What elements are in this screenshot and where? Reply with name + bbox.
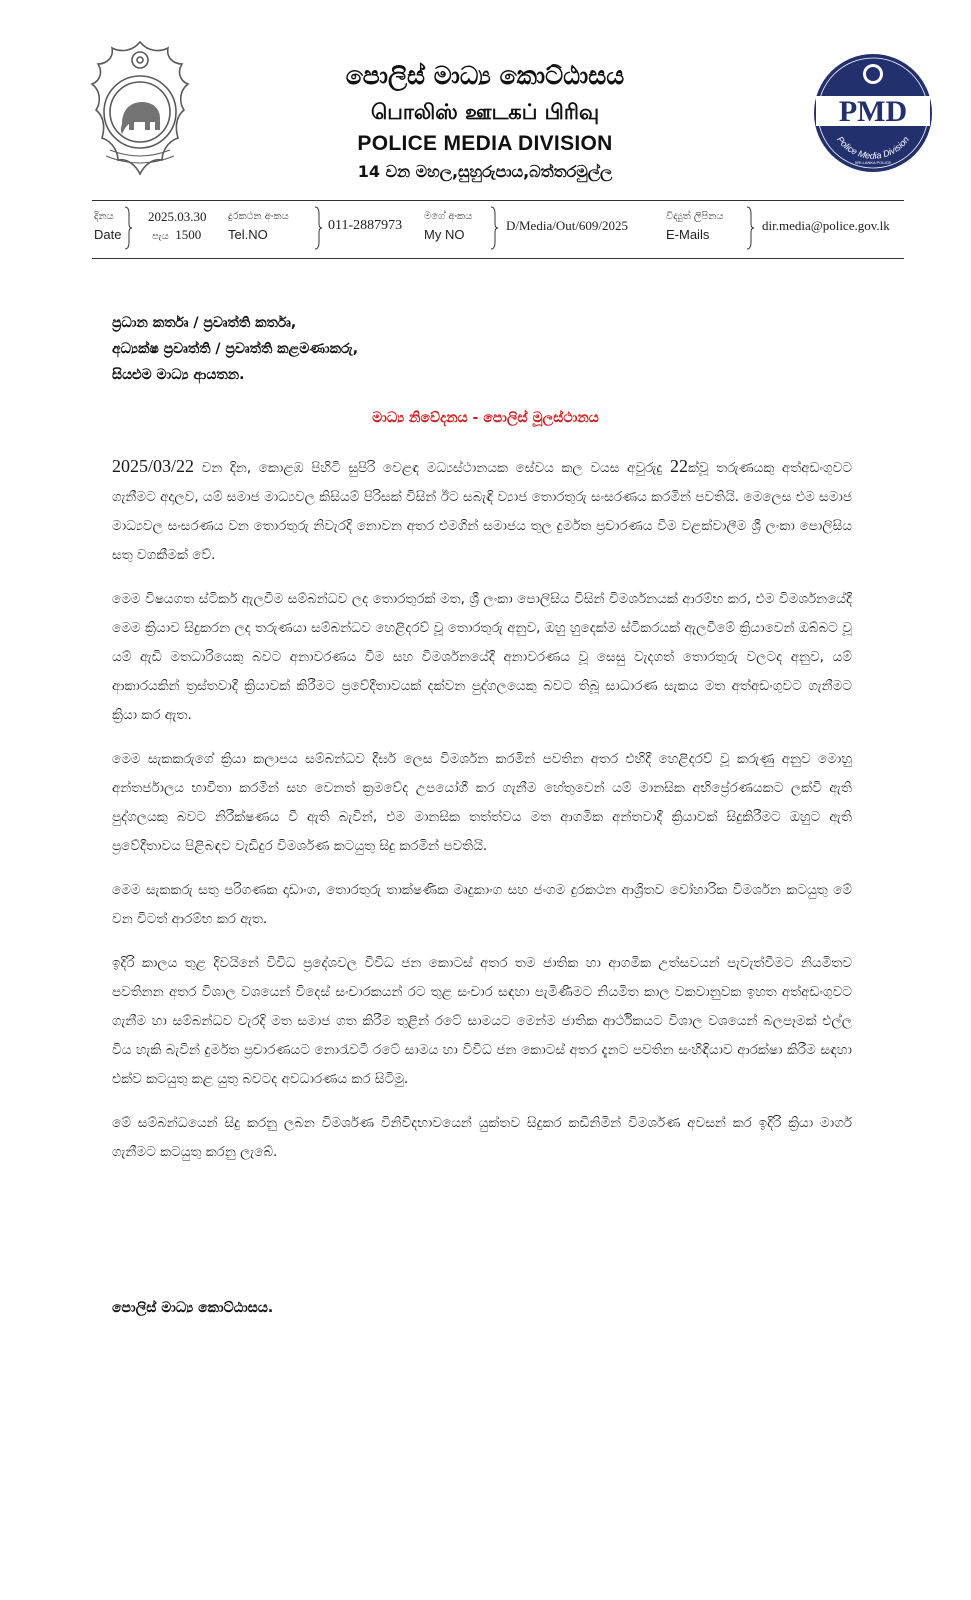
brace-divider-icon: [124, 206, 132, 250]
brace-divider-icon: [490, 206, 498, 250]
pmd-logo-subtitle: Police Media Division: [834, 134, 912, 161]
addressee-line: අධ්‍යක්ෂ ප්‍රවෘත්ති / ප්‍රවෘත්ති කළමණාකරු,: [112, 341, 359, 357]
paragraph-1: 2025/03/22 වන දින, කොළඹ පිහිටි සුපිරි වෙළඳ මධ්‍යස්ථානයක සේවය කල වයස අවුරුදු 22ක්වූ තරුණයකු අත්අඩංගුවට ගැනීමට අදාලව, යම් සමාජ මාධ්‍යවල කිසියම් පිරිසක් විසින් ඊට සබැඳි ව්‍යාජ තොරතුරු සංසරණය කරමින් පවතියි. මෙලෙස එම සමාජ මාධ්‍යවල සංසරණය වන තොරතුරු නිවැරදි නොවන අතර එමගින් සමාජය තුල දුර්මත ප්‍රචාරණය වීම වළක්වාලීම ශ්‍රී ලංකා පොලිසිය සතු වගකීමක් වේ.: [112, 456, 853, 563]
email-value[interactable]: dir.media@police.gov.lk: [762, 218, 890, 233]
tel-value: 011-2887973: [328, 218, 403, 233]
addressee-line: සියළුම මාධ්‍ය ආයතන.: [112, 367, 245, 383]
my-no-value: D/Media/Out/609/2025: [506, 218, 629, 233]
paragraph-4: මෙම සැකකරු සතු පරිගණක දෘඩාංග, තොරතුරු තාක්ෂණික මෘදුකාංග සහ ජංගම දුරකථන ආශ්‍රිතව වෝහාරික විමර්ශන කටයුතු මේ වන විටත් ආරම්භ කර ඇත.: [112, 882, 852, 927]
division-title-english: POLICE MEDIA DIVISION: [357, 132, 613, 155]
incident-date: 2025/03/22: [112, 456, 195, 476]
my-no-label: මගේ අංකය My NO: [424, 211, 473, 242]
paragraph-5: ඉදිරි කාලය තුළ දිවයිනේ විවිධ ප්‍රදේශවල විවිධ ජන කොටස් අතර තම ජාතික හා ආගමික උත්සවයන් පැවැත්වීමට නියමිතව පවතිනන අතර විශාල වශයෙන් විදෙස් සංචාරකයන් රට තුළ සංචාර සඳහා පැමිණීමට නියමිත කාල වකවානුවක ඉහත අත්අඩංගුවට ගැනීම හා සම්බන්ධව වැරදි මත සමාජ ගත කිරීම තුළින් රටේ සාමයට මෙන්ම ජාතික ආර්ථිකයට විශාල වශයෙන් බලපෑමක් එල්ල විය හැකි බැවින් දුර්මත ප්‍රචාරණයට නොරැවටී රටේ සාමය හා විවිධ ජන කොටස් අතර දැනට පවතින සංහිඳියාව ආරක්ෂා කිරීම සඳහා එක්ව කටයුතු කළ යුතු බවටද අවධාරණය කර සිටිමු.: [112, 955, 852, 1087]
division-address: 14 වන මහල,සුහුරුපාය,බත්තරමුල්ල: [357, 162, 613, 181]
tel-label: දුරකථන අංකය Tel.NO: [228, 211, 289, 242]
paragraph-2: මෙම විෂයගත ස්ටිකර් ඇලවීම සම්බන්ධව ලද තොරතුරක් මත, ශ්‍රී ලංකා පොලිසිය විසින් විමර්ශනයක් ආරම්භ කර, එම විමර්ශනයේදී මෙම ක්‍රියාව සිදුකරන ලද තරුණයා සම්බන්ධව හෙළිදරව් වූ තොරතුරු අනුව, ඔහු හුදෙක්ම ස්ටිකරයක් ඇලවීමේ ක්‍රියාවෙන් ඔබ්බට වූ යම් ඇඩි මතධාරියෙකු බවට අනාවරණය වීම සහ විමර්ශනයේදී අනාවරණය වූ සෙසු වැදගත් තොරතුරු වලටද අනුව, යම් ආකාරයකින් ත්‍රස්තවාදී ක්‍රියාවක් කිරීමට ප්‍රවේදීතාවයක් දක්වන පුද්ගලයෙකු බවට තිබූ සාධාරණ සැකය මත අත්අඩංගුවට ගැනීමට ක්‍රියා කර ඇත.: [112, 591, 852, 723]
header-titles: [280, 60, 690, 184]
media-release-heading: මාධ්‍ය නිවේදනය - පොලිස් මූලස්ථානය: [372, 410, 599, 426]
paragraph-6: මේ සම්බන්ධයෙන් සිදු කරනු ලබන විමර්ශණ විනිවිදභාවයෙන් යුක්තව සිදුකර කඩිනිමින් විමර්ශණ අවසන් කර ඉදිරි ක්‍රියා මාර්ග ගැනීමට කටයුතු කරනු ලැබේ.: [112, 1115, 852, 1160]
release-body: [112, 452, 852, 1182]
email-label: විද්‍යුත් ලිපිනය E-Mails: [666, 211, 724, 242]
police-crest-emblem-icon: [88, 38, 192, 178]
pmd-logo-icon: [812, 52, 934, 174]
brace-divider-icon: [314, 206, 322, 250]
date-value: 2025.03.30 පැය 1500: [148, 209, 207, 242]
paragraph-3: මෙම සැකකරුගේ ක්‍රියා කලාපය සම්බන්ධව දීර්ඝ ලෙස විමර්ශන කරමින් පවතින අතර එහිදී හෙළිදරව් වූ කරුණු අනුව මොහු අන්තර්ජාලය භාවිතා කරමින් සහ වෙනත් ක්‍රමවේද උපයෝගී කර ගැනීම හේතුවෙන් යම් මානසික අභිප්‍රේරණයකට ලක්වී ඇති පුද්ගලයකු බවට නිරීක්ෂණය වී ඇති බැවින්, එම මානසික තත්ත්වය මත ආගමික අන්තවාදී ක්‍රියාවක් සිදුකිරීමට ඔහුට ඇති ප්‍රවේදීතාවය පිළිබඳව වැඩිදුර විමර්ශණ කටයුතු සිදු කරමින් පවතියි.: [112, 751, 852, 854]
brace-divider-icon: [746, 206, 754, 250]
info-bar-bottom-rule: [92, 258, 904, 259]
age-value: 22: [669, 456, 688, 476]
pmd-logo-text: PMD: [838, 95, 908, 128]
addressee-block: [112, 310, 358, 388]
division-title-tamil: பொலிஸ் ஊடகப் பிரிவு: [370, 100, 600, 124]
division-title-sinhala: පොලිස් මාධ්‍ය කොට්ඨාසය: [345, 61, 625, 90]
pmd-logo-country: SRI LANKA POLICE: [854, 160, 892, 165]
info-bar-top-rule: [92, 200, 904, 201]
signoff: පොලිස් මාධ්‍ය කොට්ඨාසය.: [112, 1300, 274, 1316]
time-value: 1500: [175, 227, 202, 242]
addressee-line: ප්‍රධාන කර්තෘ / ප්‍රවෘත්ති කර්තෘ,: [112, 315, 297, 331]
date-label: දිනය Date: [94, 211, 122, 242]
